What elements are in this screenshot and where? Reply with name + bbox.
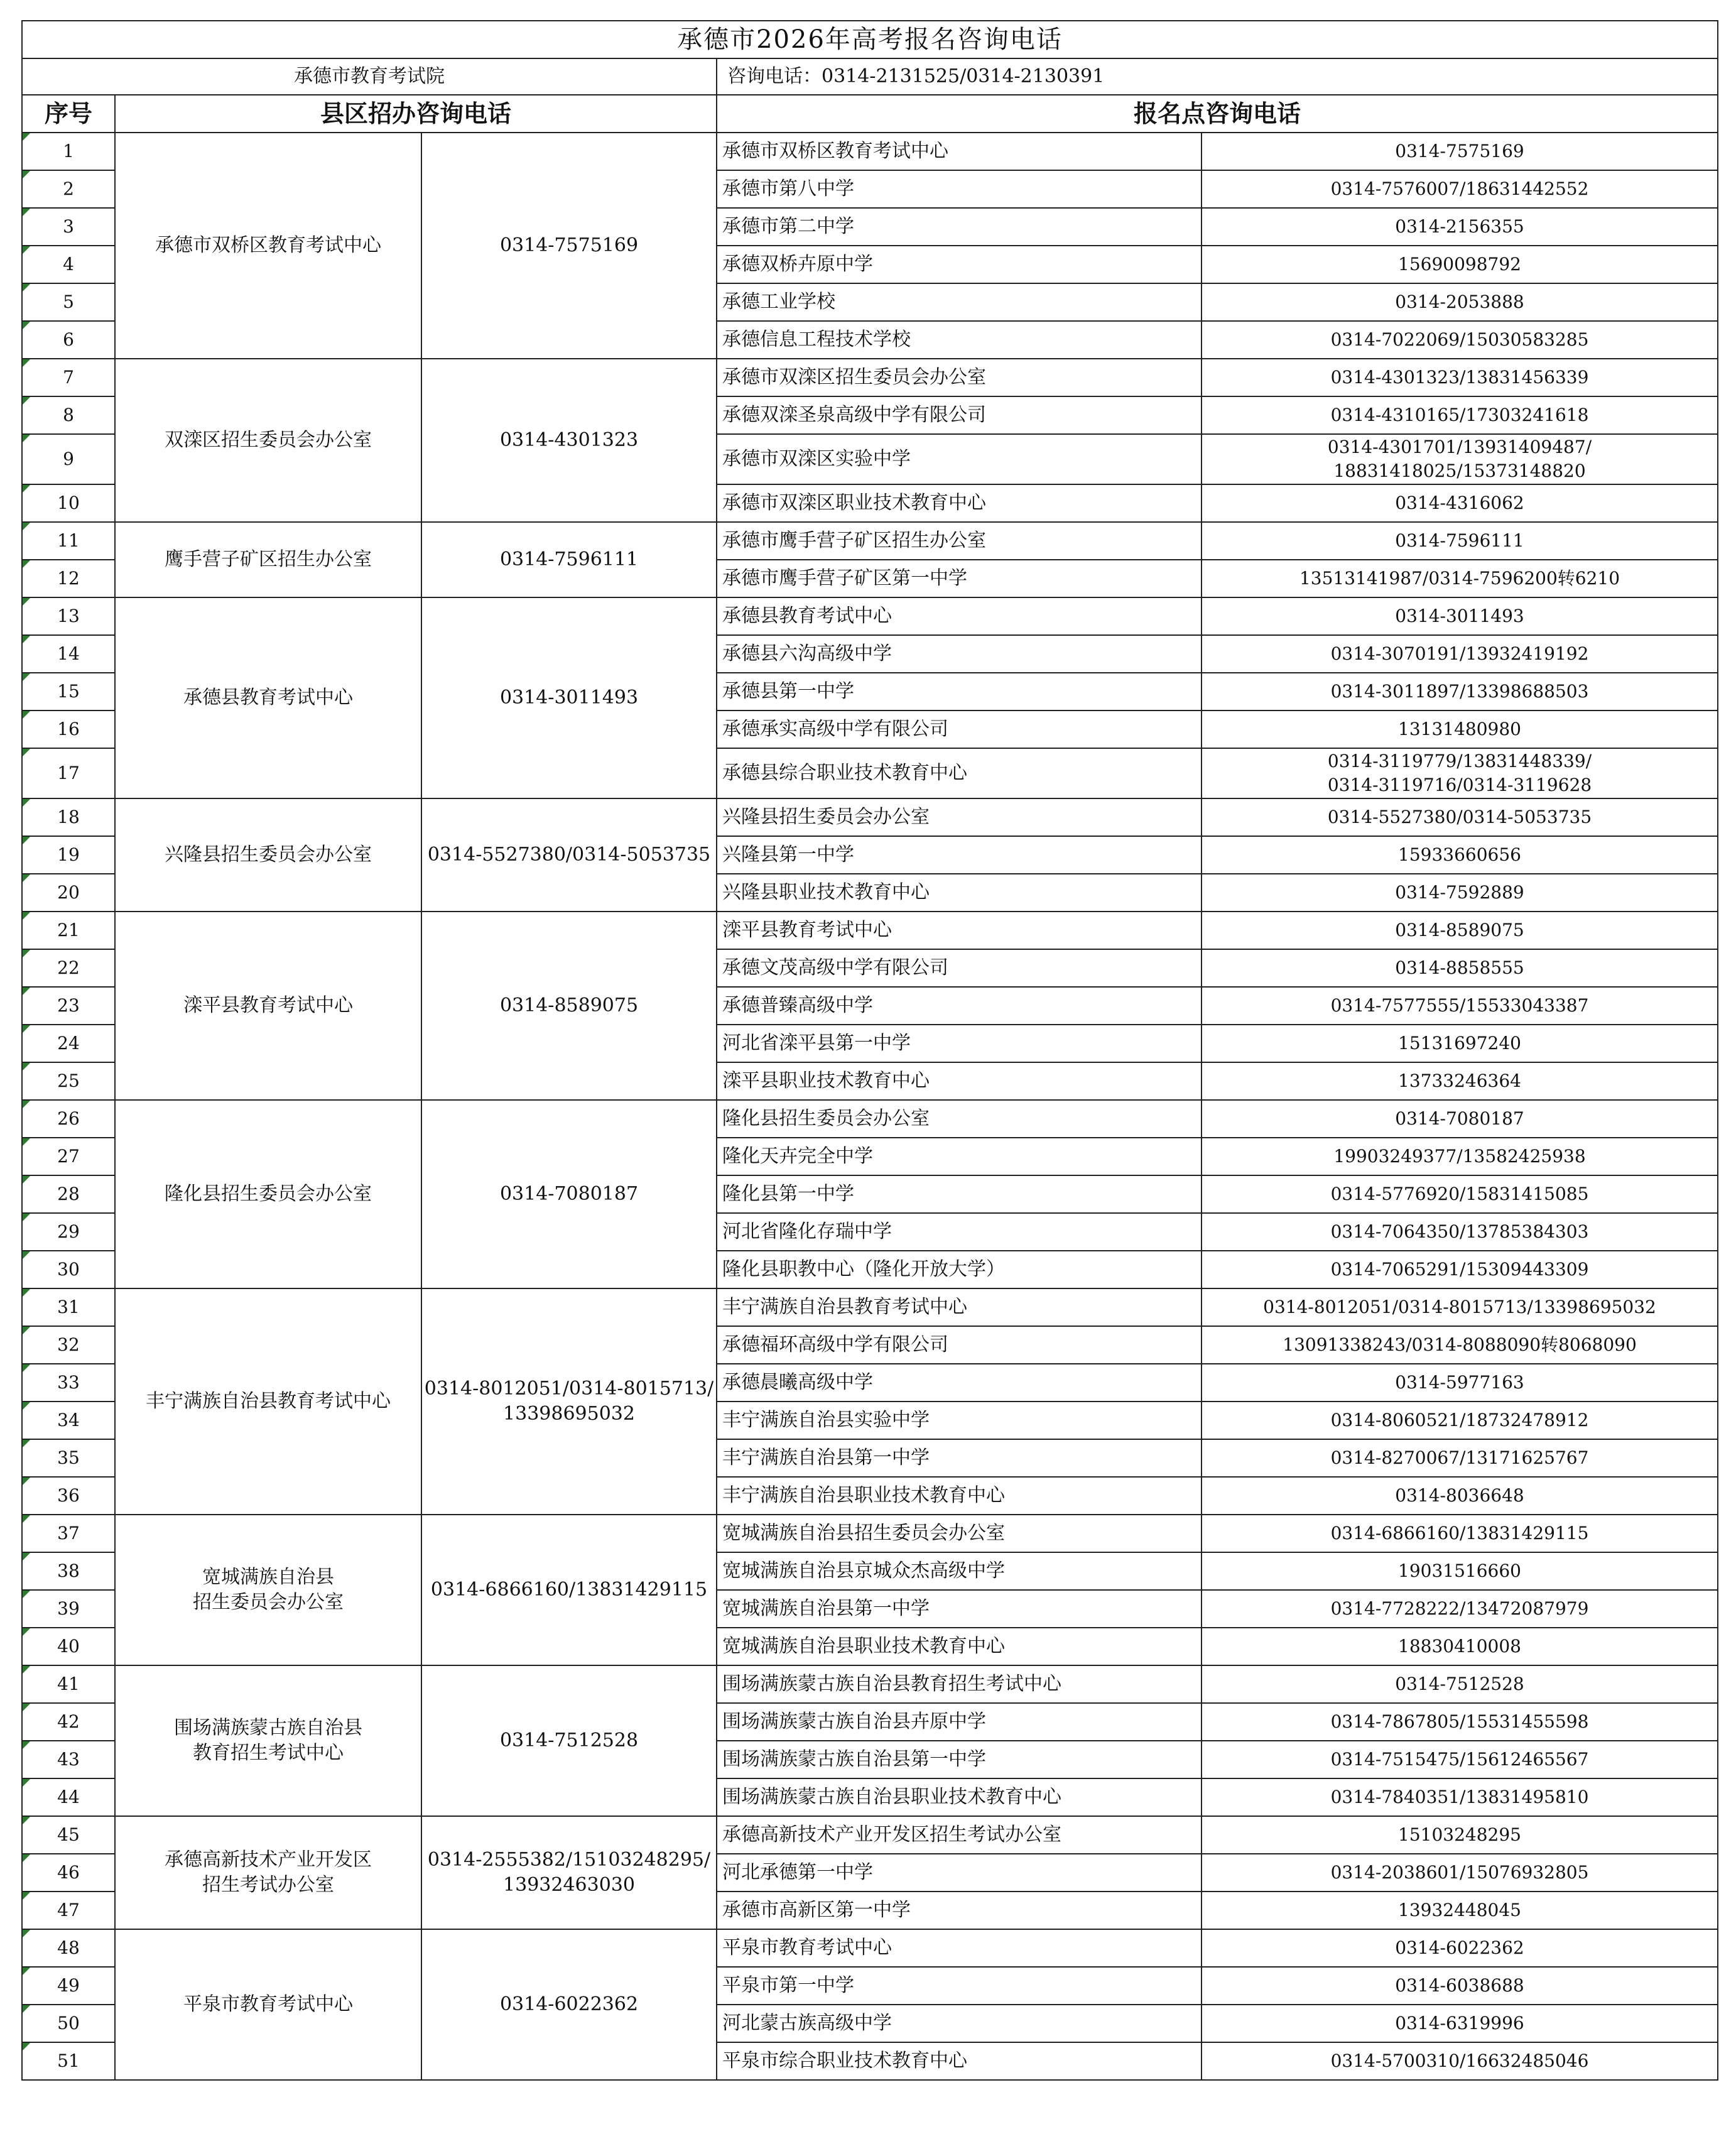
site-name: 承德县六沟高级中学: [717, 635, 1202, 673]
row-seq: 2: [22, 170, 115, 208]
table-row: [22, 522, 1718, 560]
row-seq: 48: [22, 1929, 115, 1967]
header-sites: 报名点咨询电话: [717, 95, 1718, 133]
site-name: 承德市鹰手营子矿区招生办公室: [717, 522, 1202, 560]
site-phone: 0314-5776920/15831415085: [1202, 1175, 1718, 1213]
site-name: 承德福环高级中学有限公司: [717, 1326, 1202, 1364]
site-name: 承德高新技术产业开发区招生考试办公室: [717, 1816, 1202, 1854]
row-seq: 15: [22, 673, 115, 710]
site-phone: 0314-7022069/15030583285: [1202, 321, 1718, 359]
county-office: 承德市双桥区教育考试中心: [115, 133, 421, 359]
site-phone: 18830410008: [1202, 1628, 1718, 1665]
county-office: 承德高新技术产业开发区 招生考试办公室: [115, 1816, 421, 1929]
site-name: 承德双桥卉原中学: [717, 246, 1202, 283]
column-header-row: [22, 95, 1718, 133]
site-phone: 0314-5977163: [1202, 1364, 1718, 1402]
site-name: 承德承实高级中学有限公司: [717, 710, 1202, 748]
table-row: [22, 133, 1718, 170]
site-name: 承德工业学校: [717, 283, 1202, 321]
row-seq: 29: [22, 1213, 115, 1251]
county-office: 围场满族蒙古族自治县 教育招生考试中心: [115, 1665, 421, 1816]
row-seq: 3: [22, 208, 115, 246]
site-name: 承德双滦圣泉高级中学有限公司: [717, 396, 1202, 434]
county-phone: 0314-7596111: [421, 522, 717, 597]
site-phone: 0314-2053888: [1202, 283, 1718, 321]
site-name: 隆化县职教中心（隆化开放大学）: [717, 1251, 1202, 1288]
site-name: 承德市鹰手营子矿区第一中学: [717, 560, 1202, 597]
county-phone: 0314-6866160/13831429115: [421, 1515, 717, 1665]
site-phone: 15103248295: [1202, 1816, 1718, 1854]
site-name: 平泉市教育考试中心: [717, 1929, 1202, 1967]
site-name: 承德文茂高级中学有限公司: [717, 949, 1202, 987]
row-seq: 5: [22, 283, 115, 321]
table-row: [22, 1515, 1718, 1552]
row-seq: 7: [22, 359, 115, 396]
county-phone: 0314-6022362: [421, 1929, 717, 2080]
registration-phone-table: [21, 20, 1718, 2081]
row-seq: 32: [22, 1326, 115, 1364]
row-seq: 9: [22, 434, 115, 484]
site-phone: 13513141987/0314-7596200转6210: [1202, 560, 1718, 597]
row-seq: 51: [22, 2042, 115, 2080]
site-phone: 0314-3070191/13932419192: [1202, 635, 1718, 673]
site-phone: 0314-6319996: [1202, 2005, 1718, 2042]
table-row: [22, 597, 1718, 635]
row-seq: 24: [22, 1025, 115, 1062]
row-seq: 26: [22, 1100, 115, 1138]
row-seq: 33: [22, 1364, 115, 1402]
site-name: 丰宁满族自治县职业技术教育中心: [717, 1477, 1202, 1515]
site-name: 承德县教育考试中心: [717, 597, 1202, 635]
row-seq: 37: [22, 1515, 115, 1552]
org-name: 承德市教育考试院: [22, 58, 717, 95]
title-row: [22, 21, 1718, 58]
site-phone: 0314-5527380/0314-5053735: [1202, 798, 1718, 836]
site-phone: 0314-8060521/18732478912: [1202, 1402, 1718, 1439]
site-phone: 0314-3011897/13398688503: [1202, 673, 1718, 710]
table-row: [22, 1929, 1718, 1967]
county-phone: 0314-3011493: [421, 597, 717, 798]
site-name: 承德市高新区第一中学: [717, 1892, 1202, 1929]
site-name: 承德信息工程技术学校: [717, 321, 1202, 359]
site-phone: 0314-7065291/15309443309: [1202, 1251, 1718, 1288]
table-row: [22, 1665, 1718, 1703]
site-name: 宽城满族自治县京城众杰高级中学: [717, 1552, 1202, 1590]
row-seq: 44: [22, 1778, 115, 1816]
row-seq: 50: [22, 2005, 115, 2042]
county-phone: 0314-4301323: [421, 359, 717, 522]
row-seq: 43: [22, 1741, 115, 1778]
county-office: 承德县教育考试中心: [115, 597, 421, 798]
site-phone: 0314-5700310/16632485046: [1202, 2042, 1718, 2080]
row-seq: 13: [22, 597, 115, 635]
row-seq: 36: [22, 1477, 115, 1515]
site-name: 滦平县教育考试中心: [717, 912, 1202, 949]
table-body: [22, 21, 1718, 2080]
table-row: [22, 1100, 1718, 1138]
site-phone: 19031516660: [1202, 1552, 1718, 1590]
site-phone: 0314-7867805/15531455598: [1202, 1703, 1718, 1741]
site-name: 平泉市第一中学: [717, 1967, 1202, 2005]
row-seq: 38: [22, 1552, 115, 1590]
row-seq: 21: [22, 912, 115, 949]
site-name: 围场满族蒙古族自治县第一中学: [717, 1741, 1202, 1778]
site-name: 宽城满族自治县第一中学: [717, 1590, 1202, 1628]
row-seq: 8: [22, 396, 115, 434]
county-office: 双滦区招生委员会办公室: [115, 359, 421, 522]
row-seq: 39: [22, 1590, 115, 1628]
row-seq: 22: [22, 949, 115, 987]
subheader-row: [22, 58, 1718, 95]
row-seq: 46: [22, 1854, 115, 1892]
site-phone: 0314-7577555/15533043387: [1202, 987, 1718, 1025]
site-name: 河北承德第一中学: [717, 1854, 1202, 1892]
site-name: 围场满族蒙古族自治县卉原中学: [717, 1703, 1202, 1741]
site-phone: 0314-7064350/13785384303: [1202, 1213, 1718, 1251]
site-name: 河北省滦平县第一中学: [717, 1025, 1202, 1062]
site-phone: 0314-7840351/13831495810: [1202, 1778, 1718, 1816]
site-name: 隆化县招生委员会办公室: [717, 1100, 1202, 1138]
row-seq: 23: [22, 987, 115, 1025]
row-seq: 47: [22, 1892, 115, 1929]
site-phone: 0314-6866160/13831429115: [1202, 1515, 1718, 1552]
site-phone: 0314-7596111: [1202, 522, 1718, 560]
row-seq: 42: [22, 1703, 115, 1741]
site-name: 河北蒙古族高级中学: [717, 2005, 1202, 2042]
page-title: 承德市2026年高考报名咨询电话: [22, 21, 1718, 58]
site-phone: 0314-4301701/13931409487/ 18831418025/15373148820: [1202, 434, 1718, 484]
site-name: 平泉市综合职业技术教育中心: [717, 2042, 1202, 2080]
site-phone: 0314-7575169: [1202, 133, 1718, 170]
row-seq: 25: [22, 1062, 115, 1100]
county-office: 鹰手营子矿区招生办公室: [115, 522, 421, 597]
row-seq: 20: [22, 874, 115, 912]
table-row: [22, 1816, 1718, 1854]
county-phone: 0314-8012051/0314-8015713/ 13398695032: [421, 1288, 717, 1515]
row-seq: 11: [22, 522, 115, 560]
site-name: 宽城满族自治县职业技术教育中心: [717, 1628, 1202, 1665]
row-seq: 16: [22, 710, 115, 748]
site-phone: 13932448045: [1202, 1892, 1718, 1929]
row-seq: 17: [22, 748, 115, 798]
county-office: 宽城满族自治县 招生委员会办公室: [115, 1515, 421, 1665]
site-name: 隆化县第一中学: [717, 1175, 1202, 1213]
site-phone: 0314-3011493: [1202, 597, 1718, 635]
site-name: 围场满族蒙古族自治县职业技术教育中心: [717, 1778, 1202, 1816]
county-phone: 0314-2555382/15103248295/ 13932463030: [421, 1816, 717, 1929]
site-name: 河北省隆化存瑞中学: [717, 1213, 1202, 1251]
row-seq: 41: [22, 1665, 115, 1703]
site-phone: 0314-6022362: [1202, 1929, 1718, 1967]
row-seq: 31: [22, 1288, 115, 1326]
site-phone: 19903249377/13582425938: [1202, 1138, 1718, 1175]
site-phone: 13131480980: [1202, 710, 1718, 748]
row-seq: 6: [22, 321, 115, 359]
site-name: 兴隆县职业技术教育中心: [717, 874, 1202, 912]
site-phone: 0314-7515475/15612465567: [1202, 1741, 1718, 1778]
site-phone: 0314-8589075: [1202, 912, 1718, 949]
site-phone: 0314-4316062: [1202, 484, 1718, 522]
site-name: 滦平县职业技术教育中心: [717, 1062, 1202, 1100]
row-seq: 1: [22, 133, 115, 170]
site-name: 隆化天卉完全中学: [717, 1138, 1202, 1175]
site-name: 承德市双桥区教育考试中心: [717, 133, 1202, 170]
site-phone: 0314-7512528: [1202, 1665, 1718, 1703]
site-name: 承德县综合职业技术教育中心: [717, 748, 1202, 798]
site-name: 兴隆县第一中学: [717, 836, 1202, 874]
table-row: [22, 359, 1718, 396]
row-seq: 12: [22, 560, 115, 597]
county-phone: 0314-7080187: [421, 1100, 717, 1288]
county-office: 滦平县教育考试中心: [115, 912, 421, 1100]
county-phone: 0314-5527380/0314-5053735: [421, 798, 717, 912]
site-name: 承德市第二中学: [717, 208, 1202, 246]
site-phone: 15131697240: [1202, 1025, 1718, 1062]
county-office: 隆化县招生委员会办公室: [115, 1100, 421, 1288]
site-phone: 0314-7592889: [1202, 874, 1718, 912]
site-name: 宽城满族自治县招生委员会办公室: [717, 1515, 1202, 1552]
site-phone: 0314-8036648: [1202, 1477, 1718, 1515]
site-name: 兴隆县招生委员会办公室: [717, 798, 1202, 836]
row-seq: 30: [22, 1251, 115, 1288]
site-phone: 0314-8012051/0314-8015713/13398695032: [1202, 1288, 1718, 1326]
row-seq: 18: [22, 798, 115, 836]
site-name: 承德市第八中学: [717, 170, 1202, 208]
site-name: 丰宁满族自治县第一中学: [717, 1439, 1202, 1477]
county-office: 丰宁满族自治县教育考试中心: [115, 1288, 421, 1515]
county-office: 兴隆县招生委员会办公室: [115, 798, 421, 912]
county-phone: 0314-7512528: [421, 1665, 717, 1816]
hotline: 咨询电话：0314-2131525/0314-2130391: [717, 58, 1718, 95]
row-seq: 27: [22, 1138, 115, 1175]
site-phone: 0314-2156355: [1202, 208, 1718, 246]
row-seq: 28: [22, 1175, 115, 1213]
site-phone: 0314-4301323/13831456339: [1202, 359, 1718, 396]
county-phone: 0314-8589075: [421, 912, 717, 1100]
site-name: 承德县第一中学: [717, 673, 1202, 710]
row-seq: 10: [22, 484, 115, 522]
site-phone: 15690098792: [1202, 246, 1718, 283]
table-row: [22, 798, 1718, 836]
site-phone: 0314-4310165/17303241618: [1202, 396, 1718, 434]
site-phone: 0314-7728222/13472087979: [1202, 1590, 1718, 1628]
site-name: 承德普臻高级中学: [717, 987, 1202, 1025]
site-phone: 0314-2038601/15076932805: [1202, 1854, 1718, 1892]
row-seq: 14: [22, 635, 115, 673]
county-phone: 0314-7575169: [421, 133, 717, 359]
row-seq: 45: [22, 1816, 115, 1854]
site-phone: 13733246364: [1202, 1062, 1718, 1100]
site-name: 承德市双滦区职业技术教育中心: [717, 484, 1202, 522]
site-phone: 0314-8858555: [1202, 949, 1718, 987]
row-seq: 49: [22, 1967, 115, 2005]
row-seq: 35: [22, 1439, 115, 1477]
row-seq: 40: [22, 1628, 115, 1665]
table-row: [22, 1288, 1718, 1326]
site-name: 围场满族蒙古族自治县教育招生考试中心: [717, 1665, 1202, 1703]
site-phone: 13091338243/0314-8088090转8068090: [1202, 1326, 1718, 1364]
site-phone: 0314-7576007/18631442552: [1202, 170, 1718, 208]
site-phone: 0314-6038688: [1202, 1967, 1718, 2005]
header-seq: 序号: [22, 95, 115, 133]
site-phone: 0314-3119779/13831448339/ 0314-3119716/0314-3119628: [1202, 748, 1718, 798]
site-name: 承德市双滦区招生委员会办公室: [717, 359, 1202, 396]
header-county: 县区招办咨询电话: [115, 95, 717, 133]
county-office: 平泉市教育考试中心: [115, 1929, 421, 2080]
site-name: 承德晨曦高级中学: [717, 1364, 1202, 1402]
site-phone: 15933660656: [1202, 836, 1718, 874]
row-seq: 34: [22, 1402, 115, 1439]
site-name: 承德市双滦区实验中学: [717, 434, 1202, 484]
row-seq: 19: [22, 836, 115, 874]
site-name: 丰宁满族自治县实验中学: [717, 1402, 1202, 1439]
site-name: 丰宁满族自治县教育考试中心: [717, 1288, 1202, 1326]
table-row: [22, 912, 1718, 949]
row-seq: 4: [22, 246, 115, 283]
site-phone: 0314-8270067/13171625767: [1202, 1439, 1718, 1477]
site-phone: 0314-7080187: [1202, 1100, 1718, 1138]
